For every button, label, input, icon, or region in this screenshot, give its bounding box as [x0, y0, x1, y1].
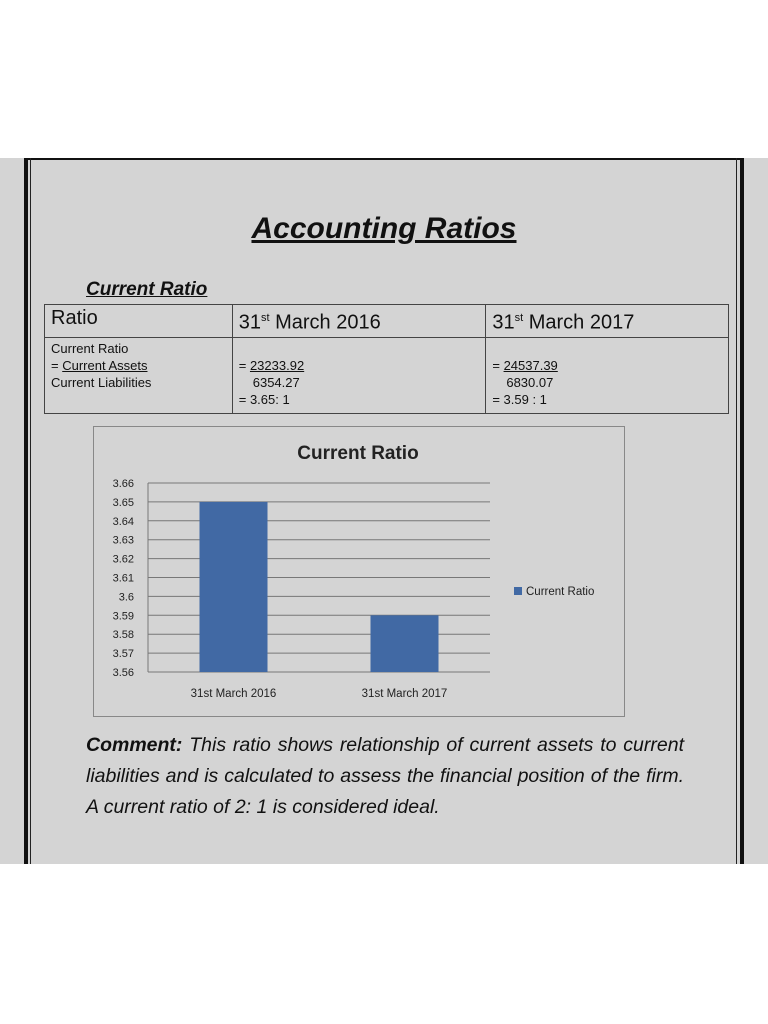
- y-tick-label: 3.58: [112, 629, 134, 642]
- page-border-right: [740, 158, 744, 864]
- header-2016: 31st March 2016: [232, 305, 486, 338]
- legend-label: Current Ratio: [526, 586, 595, 598]
- header-ratio: Ratio: [45, 305, 233, 338]
- y-tick-label: 3.61: [112, 572, 134, 585]
- comment-paragraph: [86, 730, 684, 823]
- page-border-left-inner: [30, 158, 31, 864]
- bar-1: [200, 502, 268, 672]
- chart-canvas: [94, 427, 624, 716]
- bar-2: [371, 615, 439, 672]
- table-row: [45, 337, 729, 413]
- cell-2016: = 23233.92 6354.27 = 3.65: 1: [232, 337, 486, 413]
- ratio-table: [44, 304, 729, 414]
- section-title: Current Ratio: [86, 279, 208, 300]
- page-title: Accounting Ratios: [251, 212, 517, 245]
- header-2017: 31st March 2017: [486, 305, 729, 338]
- y-tick-label: 3.64: [112, 515, 134, 528]
- formula-cell: Current Ratio = Current Assets Current Liabilities: [45, 337, 233, 413]
- y-tick-label: 3.63: [112, 534, 134, 547]
- chart-title: Current Ratio: [297, 443, 419, 464]
- legend-swatch: [514, 587, 522, 595]
- y-tick-label: 3.62: [112, 553, 134, 566]
- y-tick-label: 3.65: [112, 496, 134, 509]
- y-tick-label: 3.59: [112, 610, 134, 623]
- y-tick-label: 3.56: [112, 667, 134, 679]
- x-tick-label: 31st March 2017: [361, 688, 448, 700]
- comment-text: This ratio shows relationship of current assets to current liabilities and is calculated to assess the financial position of the firm. A current ratio of 2: 1 is considered ideal.: [86, 734, 684, 818]
- page-border-left: [24, 158, 28, 864]
- y-tick-label: 3.57: [112, 648, 134, 661]
- current-ratio-chart: [93, 426, 625, 717]
- table-header-row: [45, 305, 729, 338]
- y-tick-label: 3.6: [118, 591, 134, 604]
- comment-label: Comment:: [86, 734, 183, 756]
- y-tick-label: 3.66: [112, 478, 134, 490]
- page-border-right-inner: [736, 158, 737, 864]
- x-tick-label: 31st March 2016: [190, 688, 277, 700]
- cell-2017: = 24537.39 6830.07 = 3.59 : 1: [486, 337, 729, 413]
- page-border-top: [24, 158, 744, 160]
